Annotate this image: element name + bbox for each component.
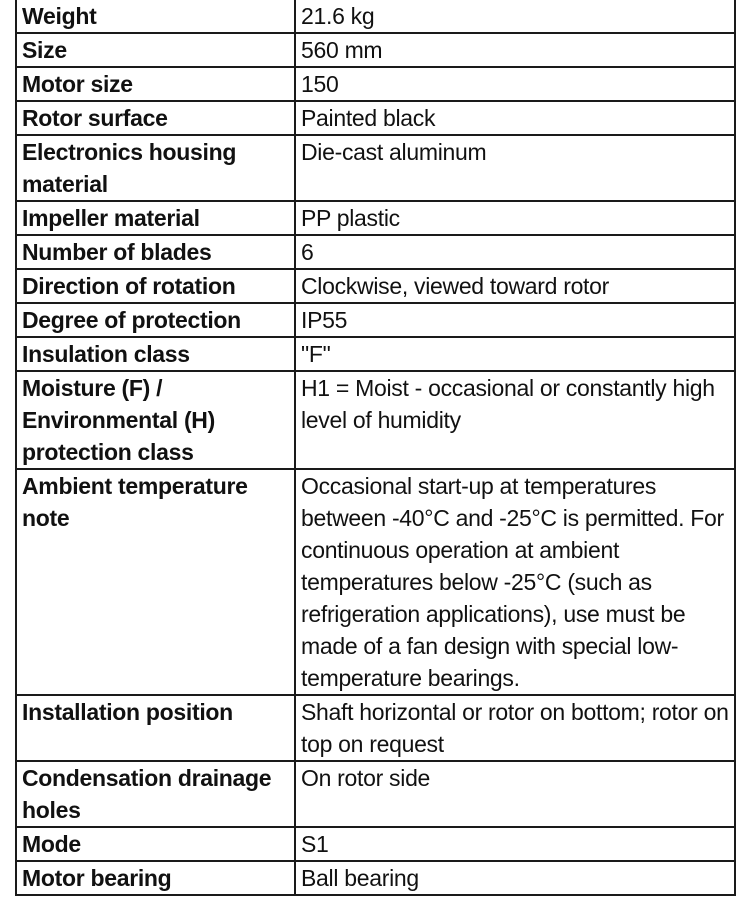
spec-label: Degree of protection — [16, 303, 295, 337]
spec-label: Insulation class — [16, 337, 295, 371]
spec-value: On rotor side — [295, 761, 735, 827]
table-row — [16, 337, 735, 371]
spec-label: Motor bearing — [16, 861, 295, 895]
spec-label: Electronics housing material — [16, 135, 295, 201]
spec-value: 150 — [295, 67, 735, 101]
spec-value: Painted black — [295, 101, 735, 135]
spec-value: Clockwise, viewed toward rotor — [295, 269, 735, 303]
spec-label: Ambient temperature note — [16, 469, 295, 695]
specifications-table — [15, 0, 736, 896]
spec-label: Condensation drainage holes — [16, 761, 295, 827]
spec-label: Impeller material — [16, 201, 295, 235]
spec-value: H1 = Moist - occasional or constantly high level of humidity — [295, 371, 735, 469]
table-row — [16, 827, 735, 861]
table-row — [16, 269, 735, 303]
table-row — [16, 135, 735, 201]
table-row — [16, 695, 735, 761]
spec-label: Mode — [16, 827, 295, 861]
table-row — [16, 469, 735, 695]
table-row — [16, 235, 735, 269]
spec-value: 21.6 kg — [295, 0, 735, 33]
spec-label: Moisture (F) / Environmental (H) protection class — [16, 371, 295, 469]
table-row — [16, 861, 735, 895]
spec-label: Installation position — [16, 695, 295, 761]
spec-value: Shaft horizontal or rotor on bottom; rotor on top on request — [295, 695, 735, 761]
spec-value: Ball bearing — [295, 861, 735, 895]
table-row — [16, 33, 735, 67]
spec-value: S1 — [295, 827, 735, 861]
spec-value: IP55 — [295, 303, 735, 337]
spec-label: Motor size — [16, 67, 295, 101]
table-row — [16, 303, 735, 337]
spec-value: "F" — [295, 337, 735, 371]
spec-label: Direction of rotation — [16, 269, 295, 303]
spec-value: PP plastic — [295, 201, 735, 235]
spec-label: Rotor surface — [16, 101, 295, 135]
spec-label: Size — [16, 33, 295, 67]
table-row — [16, 0, 735, 33]
spec-label: Number of blades — [16, 235, 295, 269]
spec-label: Weight — [16, 0, 295, 33]
table-row — [16, 67, 735, 101]
spec-value: Die-cast aluminum — [295, 135, 735, 201]
table-row — [16, 201, 735, 235]
spec-value: Occasional start-up at temperatures between -40°C and -25°C is permitted. For continuous operation at ambient temperatures below -25°C (such as refrigeration applications), use must be made of a fan design with special low-temperature bearings. — [295, 469, 735, 695]
spec-value: 6 — [295, 235, 735, 269]
spec-value: 560 mm — [295, 33, 735, 67]
table-row — [16, 101, 735, 135]
table-row — [16, 761, 735, 827]
table-row — [16, 371, 735, 469]
